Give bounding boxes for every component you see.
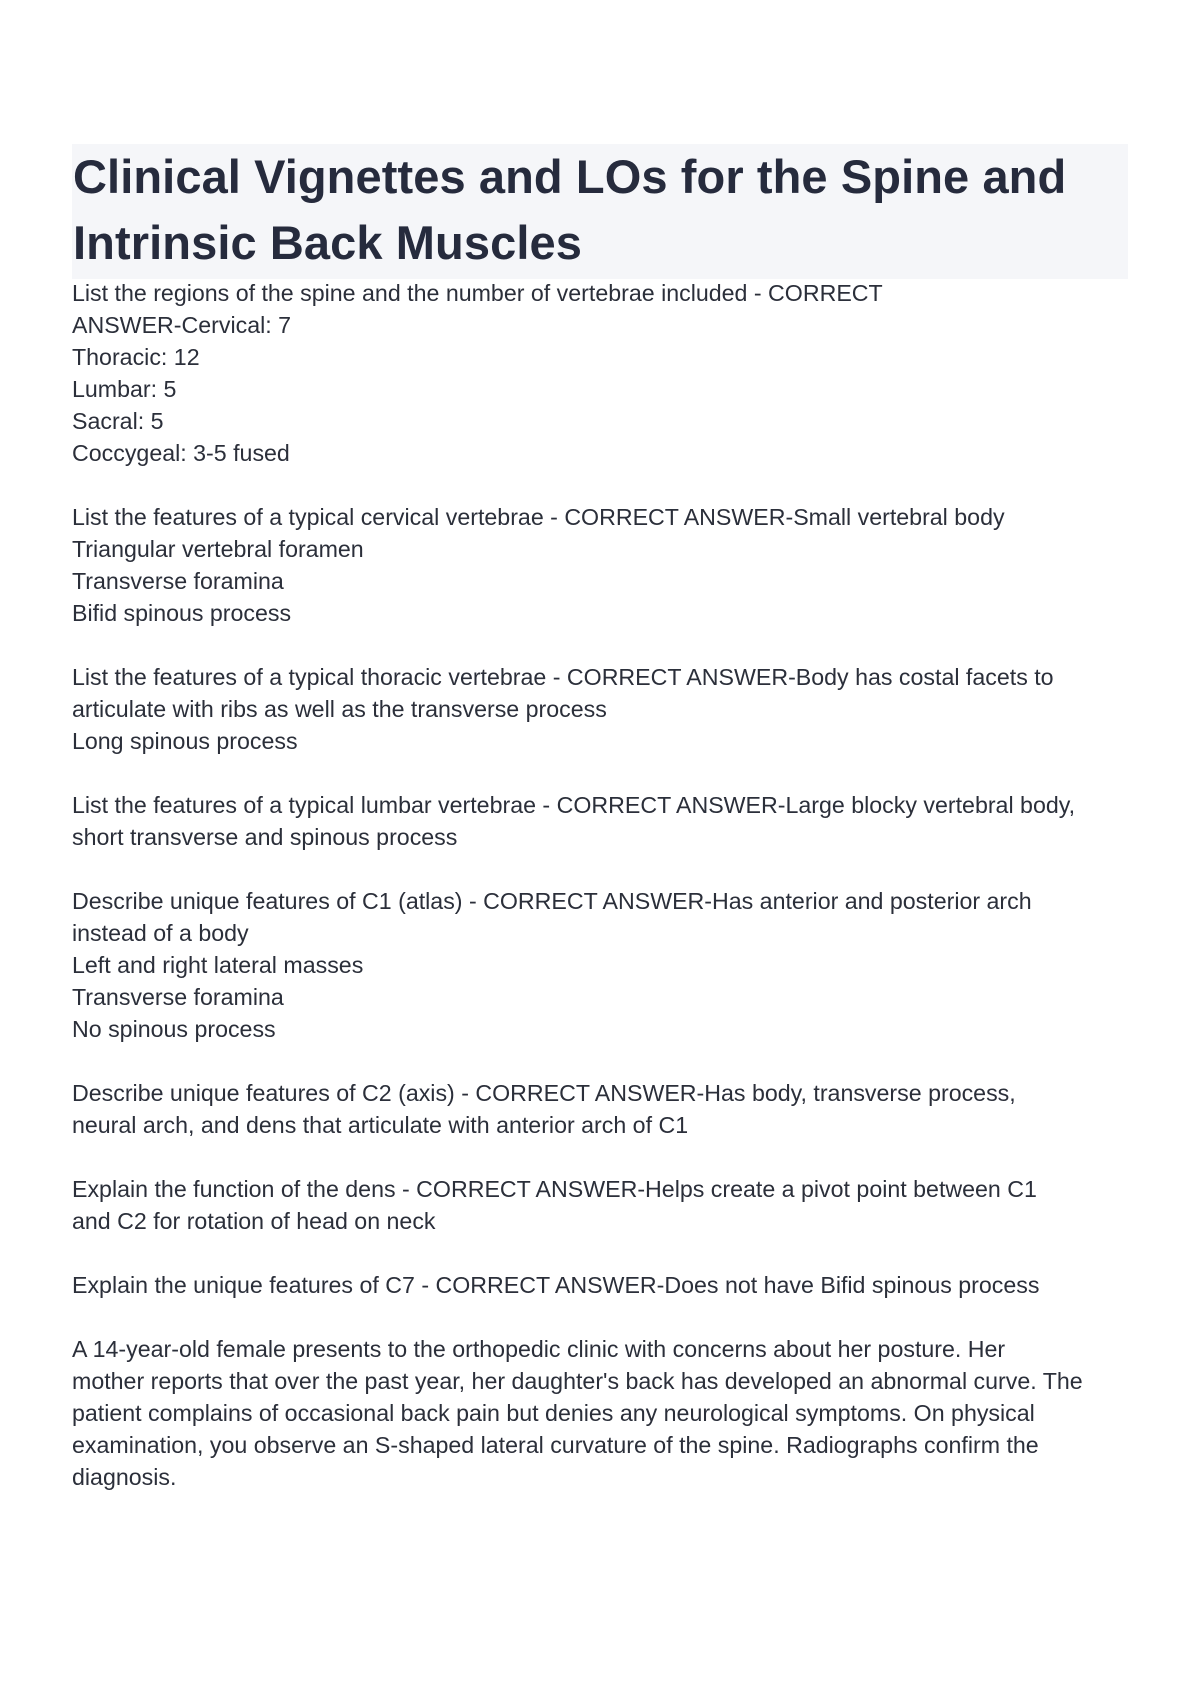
text-line: Explain the unique features of C7 - CORRECT ANSWER-Does not have Bifid spinous process: [72, 1272, 1040, 1298]
title-block: [72, 144, 1128, 279]
text-line: List the features of a typical cervical vertebrae - CORRECT ANSWER-Small vertebral body: [72, 504, 1005, 530]
text-line: List the features of a typical thoracic vertebrae - CORRECT ANSWER-Body has costal facets to: [72, 664, 1054, 690]
entry-clinical-vignette: [72, 1333, 1132, 1493]
text-line: Sacral: 5: [72, 408, 164, 434]
page-title-line: Clinical Vignettes and LOs for the Spine and: [73, 150, 1067, 203]
text-line: Describe unique features of C1 (atlas) - CORRECT ANSWER-Has anterior and posterior arch: [72, 888, 1032, 914]
text-line: Long spinous process: [72, 728, 298, 754]
text-line: Bifid spinous process: [72, 600, 292, 626]
text-line: List the regions of the spine and the number of vertebrae included - CORRECT: [72, 280, 883, 306]
text-line: patient complains of occasional back pain but denies any neurological symptoms. On physical: [72, 1400, 1035, 1426]
entry-spine-regions: [72, 277, 1132, 469]
paragraph-gap: [72, 1141, 1132, 1173]
paragraph-gap: [72, 757, 1132, 789]
text-line: articulate with ribs as well as the transverse process: [72, 696, 607, 722]
page-title: [72, 144, 1128, 276]
text-line: diagnosis.: [72, 1464, 177, 1490]
page-title-line: Intrinsic Back Muscles: [73, 216, 582, 269]
paragraph-gap: [72, 1301, 1132, 1333]
text-line: Explain the function of the dens - CORRECT ANSWER-Helps create a pivot point between C1: [72, 1176, 1037, 1202]
entry-thoracic-features: [72, 661, 1132, 757]
text-line: List the features of a typical lumbar vertebrae - CORRECT ANSWER-Large blocky vertebral body,: [72, 792, 1076, 818]
paragraph-gap: [72, 853, 1132, 885]
text-line: neural arch, and dens that articulate with anterior arch of C1: [72, 1112, 689, 1138]
entry-c7-features: [72, 1269, 1132, 1301]
text-line: Transverse foramina: [72, 984, 284, 1010]
paragraph-gap: [72, 1237, 1132, 1269]
text-line: and C2 for rotation of head on neck: [72, 1208, 436, 1234]
text-line: No spinous process: [72, 1016, 276, 1042]
text-line: instead of a body: [72, 920, 249, 946]
text-line: examination, you observe an S-shaped lateral curvature of the spine. Radiographs confirm the: [72, 1432, 1039, 1458]
text-line: Transverse foramina: [72, 568, 284, 594]
entry-c1-atlas: [72, 885, 1132, 1045]
paragraph-gap: [72, 469, 1132, 501]
text-line: short transverse and spinous process: [72, 824, 458, 850]
text-line: Lumbar: 5: [72, 376, 177, 402]
text-line: A 14-year-old female presents to the orthopedic clinic with concerns about her posture. Her: [72, 1336, 1006, 1362]
document-body: [72, 277, 1132, 1493]
text-line: Left and right lateral masses: [72, 952, 364, 978]
entry-cervical-features: [72, 501, 1132, 629]
entry-dens-function: [72, 1173, 1132, 1237]
entry-c2-axis: [72, 1077, 1132, 1141]
text-line: Thoracic: 12: [72, 344, 200, 370]
text-line: Describe unique features of C2 (axis) - CORRECT ANSWER-Has body, transverse process,: [72, 1080, 1016, 1106]
text-line: Triangular vertebral foramen: [72, 536, 364, 562]
text-line: Coccygeal: 3-5 fused: [72, 440, 290, 466]
entry-lumbar-features: [72, 789, 1132, 853]
text-line: ANSWER-Cervical: 7: [72, 312, 292, 338]
paragraph-gap: [72, 629, 1132, 661]
text-line: mother reports that over the past year, her daughter's back has developed an abnormal curve. The: [72, 1368, 1083, 1394]
paragraph-gap: [72, 1045, 1132, 1077]
